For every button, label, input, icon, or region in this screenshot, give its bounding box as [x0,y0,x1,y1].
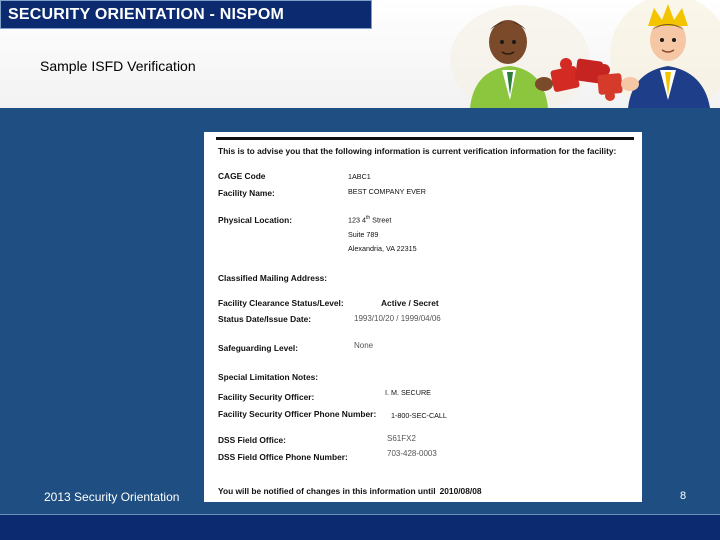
physical-location-line2: Suite 789 [348,230,379,239]
slide-title: SECURITY ORIENTATION - NISPOM [8,6,285,23]
document-intro: This is to advise you that the following information is current verification information for the facility: [218,146,617,156]
bottom-bar [0,514,720,540]
dss-phone-value: 703-428-0003 [387,449,437,458]
facility-name-value: BEST COMPANY EVER [348,187,426,196]
status-date-label: Status Date/Issue Date: [218,314,312,324]
footer-text: 2013 Security Orientation [44,490,180,504]
fso-value: I. M. SECURE [385,388,431,397]
isfd-verification-document [204,132,642,502]
fso-phone-value: 1-800-SEC-CALL [391,411,447,420]
physical-location-line3: Alexandria, VA 22315 [348,244,417,253]
dss-office-label: DSS Field Office: [218,435,286,445]
classified-mailing-label: Classified Mailing Address: [218,273,328,283]
status-date-value: 1993/10/20 / 1999/04/06 [354,314,441,323]
fcl-status-value: Active / Secret [381,298,439,308]
people-puzzle-illustration [440,0,720,108]
notice-date: 2010/08/08 [439,486,482,496]
physical-location-label: Physical Location: [218,215,292,225]
title-bar [0,0,372,29]
facility-name-label: Facility Name: [218,188,275,198]
page-number: 8 [680,490,687,502]
fso-phone-label: Facility Security Officer Phone Number: [218,409,377,419]
slide-subtitle: Sample ISFD Verification [40,58,196,74]
dss-office-value: S61FX2 [387,434,416,443]
physical-location-line1: 123 4th Street [348,215,392,225]
fso-label: Facility Security Officer: [218,392,315,402]
dss-phone-label: DSS Field Office Phone Number: [218,452,348,462]
document-top-rule [216,137,634,140]
cage-code-value: 1ABC1 [348,172,371,181]
safeguarding-value: None [354,341,374,350]
notice-text: You will be notified of changes in this information until 2010/08/08 [218,486,482,496]
cage-code-label: CAGE Code [218,171,266,181]
fcl-status-label: Facility Clearance Status/Level: [218,298,344,308]
special-notes-label: Special Limitation Notes: [218,372,319,382]
safeguarding-label: Safeguarding Level: [218,343,299,353]
